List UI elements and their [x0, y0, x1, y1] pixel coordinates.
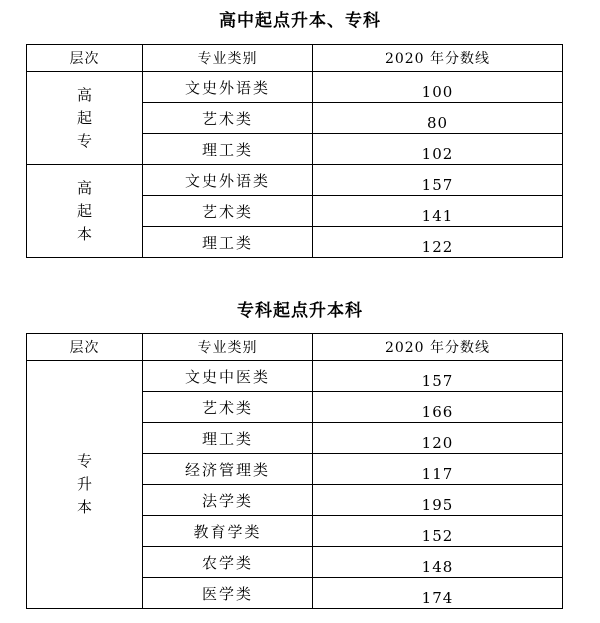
category-cell: 教育学类 [143, 516, 313, 547]
category-cell: 理工类 [143, 423, 313, 454]
category-cell: 法学类 [143, 485, 313, 516]
score-cell: 195 [313, 485, 563, 516]
category-cell: 文史外语类 [143, 165, 313, 196]
level-char: 升 [76, 475, 92, 493]
category-cell: 艺术类 [143, 196, 313, 227]
level-char: 专 [76, 131, 92, 150]
table-row [27, 72, 563, 103]
category-cell: 农学类 [143, 547, 313, 578]
score-cell: 148 [313, 547, 563, 578]
category-cell: 艺术类 [143, 103, 313, 134]
level-char: 专 [76, 452, 92, 470]
score-table-college-start [26, 333, 563, 609]
column-header-category: 专业类别 [143, 334, 313, 361]
score-cell: 100 [313, 72, 563, 103]
score-cell: 80 [313, 103, 563, 134]
category-cell: 艺术类 [143, 392, 313, 423]
score-cell: 117 [313, 454, 563, 485]
score-cell: 152 [313, 516, 563, 547]
table-header-row [27, 45, 563, 72]
section-title-college-start: 专科起点升本科 [237, 301, 363, 321]
table-row [27, 165, 563, 196]
level-char: 起 [76, 108, 92, 127]
column-header-level: 层次 [27, 334, 143, 361]
section-title-high-school-start: 高中起点升本、专科 [219, 11, 381, 31]
score-cell: 141 [313, 196, 563, 227]
score-table-high-school-start [26, 44, 563, 258]
category-cell: 理工类 [143, 227, 313, 258]
category-cell: 文史中医类 [143, 361, 313, 392]
category-cell: 经济管理类 [143, 454, 313, 485]
score-cell: 157 [313, 165, 563, 196]
score-cell: 122 [313, 227, 563, 258]
column-header-category: 专业类别 [143, 45, 313, 72]
column-header-score: 2020 年分数线 [313, 334, 563, 361]
level-char: 高 [76, 85, 92, 104]
table-row [27, 361, 563, 392]
score-cell: 174 [313, 578, 563, 609]
level-cell-gaoqiben [27, 165, 143, 258]
level-cell-zhuanshengben [27, 361, 143, 609]
level-char: 起 [76, 201, 92, 220]
column-header-level: 层次 [27, 45, 143, 72]
level-char: 本 [76, 224, 92, 243]
score-cell: 120 [313, 423, 563, 454]
table-header-row [27, 334, 563, 361]
category-cell: 文史外语类 [143, 72, 313, 103]
level-cell-gaoqizhuan [27, 72, 143, 165]
column-header-score: 2020 年分数线 [313, 45, 563, 72]
level-char: 高 [76, 178, 92, 197]
category-cell: 理工类 [143, 134, 313, 165]
score-cell: 157 [313, 361, 563, 392]
score-cell: 166 [313, 392, 563, 423]
category-cell: 医学类 [143, 578, 313, 609]
score-cell: 102 [313, 134, 563, 165]
level-char: 本 [76, 498, 92, 516]
